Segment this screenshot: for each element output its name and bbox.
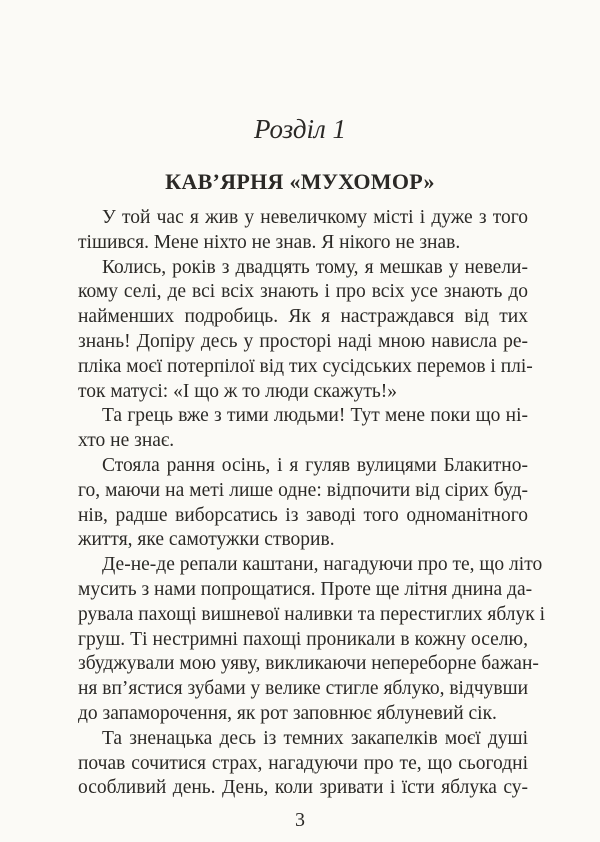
text-line: Де-не-де репали каштани, нагадуючи про те, що літо — [102, 554, 543, 576]
text-line: ток матусі: «І що ж то люди скажуть!» — [78, 380, 398, 402]
text-line: груш. Ті нестримні пахощі проникали в кожну оселю, — [78, 628, 528, 650]
text-line: знань! Допіру десь у просторі наді мною нависла ре- — [78, 331, 528, 352]
chapter-title: КАВ’ЯРНЯ «МУХОМОР» — [165, 169, 435, 194]
text-line: рувала пахощі вишневої наливки та перестиглих яблук і — [78, 603, 546, 625]
page-number: 3 — [295, 809, 305, 831]
text-line: Колись, років з двадцять тому, я мешкав у невели- — [102, 256, 528, 278]
text-line: нів, радше виборсатись із заводі того одноманітного — [78, 504, 528, 526]
text-line: Стояла рання осінь, і я гуляв вулицями Блакитно- — [102, 455, 528, 476]
text-line: до запаморочення, як рот заповнює яблуневий сік. — [78, 703, 497, 724]
text-line: збуджували мою уяву, викликаючи непереборне бажан- — [78, 653, 539, 675]
text-line: мусить з нами попрощатися. Проте ще літня днина да- — [78, 579, 533, 600]
text-line: хто не знає. — [78, 430, 175, 452]
text-line: почав сочитися страх, нагадуючи про те, що сьогодні — [78, 752, 528, 774]
text-line: Та зненацька десь із темних закапелків моєї душі — [102, 727, 528, 749]
chapter-label: Розділ 1 — [253, 114, 347, 144]
text-line: пліка моєї потерпілої від тих сусідських перемов і плі- — [78, 355, 533, 377]
text-line: життя, яке самотужки створив. — [78, 529, 335, 551]
text-line: особливий день. День, коли зривати і їсти яблука су- — [78, 777, 528, 799]
text-line: го, маючи на меті лише одне: відпочити від сірих буд- — [78, 479, 528, 501]
text-line: У той час я жив у невеличкому місті і дуже з того — [102, 207, 528, 228]
text-line: найменших подробиць. Як я настраждався від тих — [78, 306, 528, 328]
text-line: Та грець вже з тими людьми! Тут мене поки що ні- — [102, 405, 528, 427]
text-line: тішився. Мене ніхто не знав. Я нікого не знав. — [78, 231, 461, 253]
text-line: ня вп’ястися зубами у велике стигле яблуко, відчувши — [78, 678, 529, 700]
text-line: кому селі, де всі всіх знають і про всіх усе знають до — [78, 281, 528, 303]
